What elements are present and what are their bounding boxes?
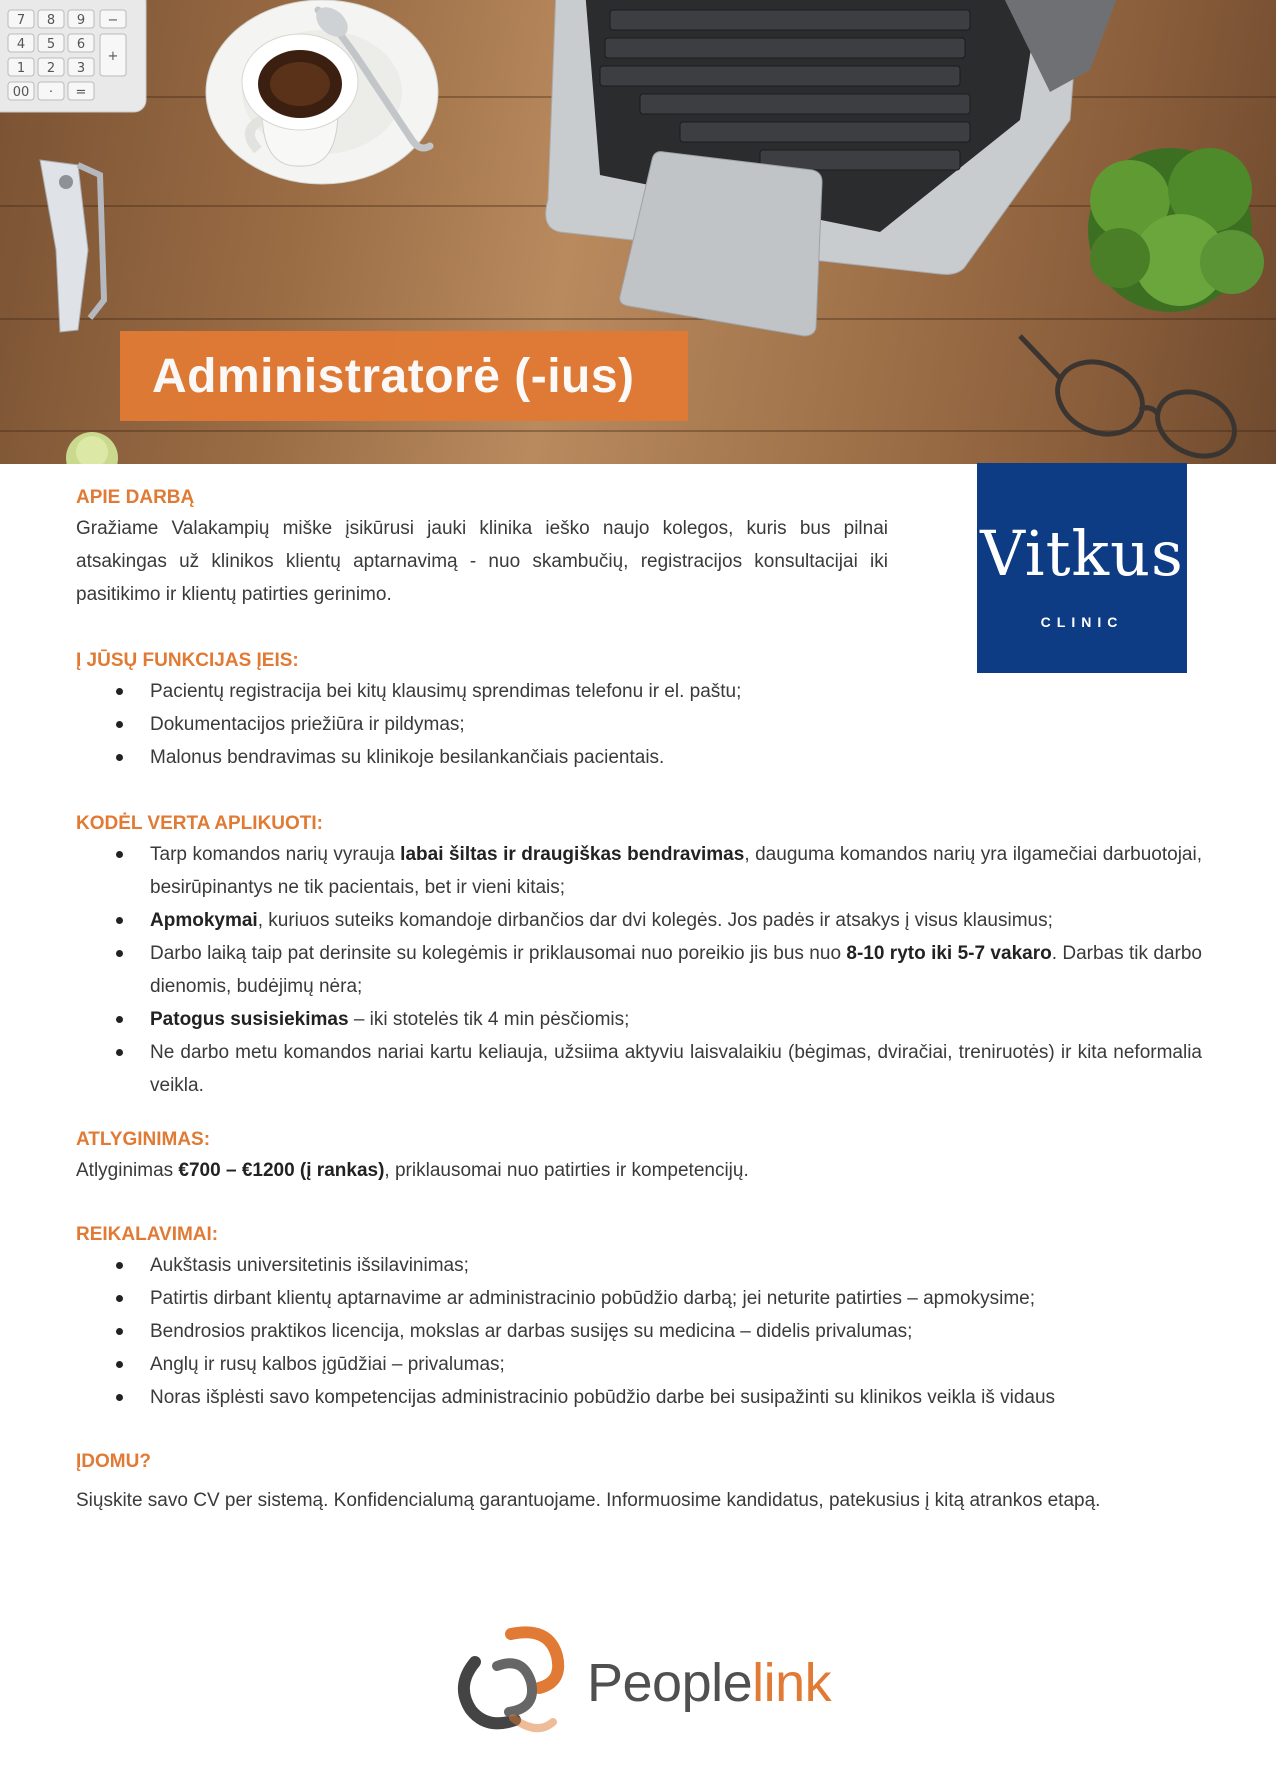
item-bold-text: labai šiltas ir draugiškas bendravimas	[400, 844, 745, 865]
brand-part-a: People	[587, 1653, 753, 1713]
svg-text:9: 9	[76, 13, 86, 28]
why-heading: KODĖL VERTA APLIKUOTI:	[76, 813, 323, 834]
requirements-section	[76, 1221, 1202, 1414]
svg-text:5: 5	[46, 37, 56, 52]
item-text: . Darbas tik darbo dienomis, budėjimų nėra;	[150, 943, 1202, 997]
item-text: – iki stotelės tik 4 min pėsčiomis;	[348, 1009, 630, 1030]
salary-section	[76, 1126, 1202, 1187]
why-list	[76, 838, 1202, 1102]
list-item	[76, 838, 1202, 904]
svg-text:00: 00	[12, 85, 30, 100]
about-heading: APIE DARBĄ	[76, 487, 195, 508]
salary-pre: Atlyginimas	[76, 1160, 179, 1181]
coffee-cup-icon	[206, 0, 438, 184]
svg-text:8: 8	[46, 13, 56, 28]
peoplelink-logo	[453, 1626, 832, 1746]
salary-post: , priklausomai nuo patirties ir kompetencijų.	[384, 1160, 749, 1181]
functions-section	[76, 647, 1202, 774]
requirements-list	[76, 1249, 1202, 1414]
item-text: Tarp komandos narių vyrauja	[150, 844, 401, 865]
logo-subtitle: CLINIC	[1040, 614, 1124, 630]
about-section	[76, 484, 888, 611]
list-item	[76, 1003, 1202, 1036]
salary-range: €700 – €1200 (į rankas)	[178, 1160, 385, 1181]
list-item	[76, 937, 1202, 1003]
list-item: Ne darbo metu komandos nariai kartu keliauja, užsiima aktyviu laisvalaikiu (bėgimas, dviračiai, treniruotės) ir kita neformalia veikla.	[76, 1036, 1202, 1102]
calculator-icon	[0, 0, 146, 112]
functions-list	[76, 675, 1202, 774]
why-section	[76, 810, 1202, 1102]
svg-text:2: 2	[46, 61, 56, 76]
svg-text:=: =	[75, 85, 87, 100]
list-item: Pacientų registracija bei kitų klausimų sprendimas telefonu ir el. paštu;	[76, 675, 1202, 708]
item-text: Darbo laiką taip pat derinsite su kolegėmis ir priklausomai nuo poreikio jis bus nuo	[150, 943, 847, 964]
job-description	[76, 484, 1202, 1517]
plant-icon	[1088, 148, 1264, 312]
logo-wordmark: Vitkus	[980, 517, 1184, 590]
item-bold-text: 8-10 ryto iki 5-7 vakaro	[846, 943, 1052, 964]
job-title-banner	[120, 331, 688, 421]
item-bold-text: Apmokymai	[150, 910, 258, 931]
svg-text:7: 7	[16, 13, 26, 28]
hero-image	[0, 0, 1276, 464]
list-item: Patirtis dirbant klientų aptarnavime ar administracinio pobūdžio darbą; jei neturite patirties – apmokysime;	[76, 1282, 1202, 1315]
pushpin-icon	[66, 432, 118, 464]
svg-text:6: 6	[76, 37, 86, 52]
laptop-icon	[546, 0, 1120, 336]
requirements-heading: REIKALAVIMAI:	[76, 1224, 219, 1245]
brand-part-b: link	[752, 1653, 832, 1713]
svg-text:1: 1	[16, 61, 26, 76]
glasses-icon	[1020, 336, 1245, 464]
svg-text:·: ·	[48, 85, 54, 100]
item-text: , kuriuos suteiks komandoje dirbančios dar dvi kolegės. Jos padės ir atsakys į visus klausimus;	[257, 910, 1053, 931]
svg-text:4: 4	[16, 37, 26, 52]
list-item: Malonus bendravimas su klinikoje besilankančiais pacientais.	[76, 741, 1202, 774]
peoplelink-emblem-icon	[453, 1626, 573, 1746]
list-item: Bendrosios praktikos licencija, mokslas ar darbas susijęs su medicina – didelis privalumas;	[76, 1315, 1202, 1348]
svg-text:3: 3	[76, 61, 86, 76]
interested-text: Siųskite savo CV per sistemą. Konfidencialumą garantuojame. Informuosime kandidatus, patekusius į kitą atrankos etapą.	[76, 1490, 1101, 1511]
list-item: Anglų ir rusų kalbos įgūdžiai – privalumas;	[76, 1348, 1202, 1381]
peoplelink-wordmark	[587, 1652, 831, 1714]
interested-heading: ĮDOMU?	[76, 1451, 151, 1472]
svg-text:−: −	[107, 13, 119, 28]
list-item: Aukštasis universitetinis išsilavinimas;	[76, 1249, 1202, 1282]
item-bold-text: Patogus susisiekimas	[150, 1009, 349, 1030]
list-item	[76, 904, 1202, 937]
functions-heading: Į JŪSŲ FUNKCIJAS ĮEIS:	[76, 650, 299, 671]
list-item: Dokumentacijos priežiūra ir pildymas;	[76, 708, 1202, 741]
item-text: , dauguma komandos narių yra ilgamečiai darbuotojai, besirūpinantys ne tik pacientais, bet ir vieni kitais;	[150, 844, 1202, 898]
svg-text:+: +	[107, 49, 119, 64]
about-text: Gražiame Valakampių miške įsikūrusi jauki klinika ieško naujo kolegos, kuris bus pilnai atsakingas už klinikos klientų aptarnavimą - nuo skambučių, registracijos konsultacijai iki pasitikimo ir klientų patirties gerinimo.	[76, 518, 888, 605]
salary-heading: ATLYGINIMAS:	[76, 1129, 211, 1150]
page-title: Administratorė (-ius)	[152, 349, 635, 403]
interested-section	[76, 1448, 1202, 1517]
stapler-icon	[40, 160, 104, 332]
list-item: Noras išplėsti savo kompetencijas administracinio pobūdžio darbe bei susipažinti su klinikos veikla iš vidaus	[76, 1381, 1202, 1414]
salary-text	[76, 1154, 1202, 1187]
